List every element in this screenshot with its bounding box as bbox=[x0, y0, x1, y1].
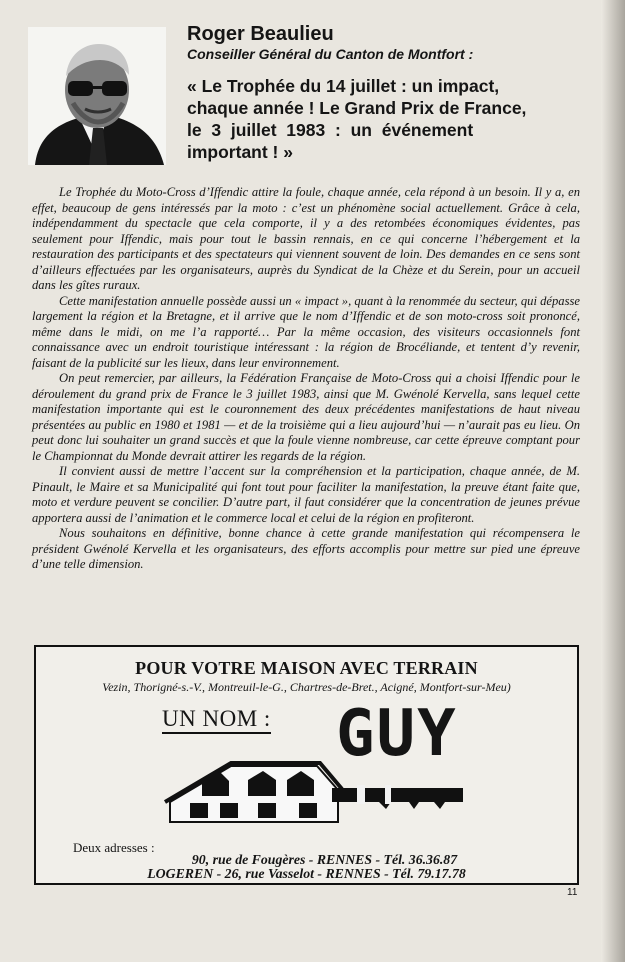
address-line: LOGEREN - 26, rue Vasselot - RENNES - Tél. 79.17.78 bbox=[147, 866, 466, 881]
article-paragraph: On peut remercier, par ailleurs, la Fédération Française de Moto-Cross qui a choisi Iffendic pour le déroulement du grand prix de France le 3 juillet 1983, ainsi que M. Gwénolé Kervella, sans lequel cette manifestation importante qui est le couronnement des deux précédentes manifestations de haut niveau présentées au public en 1980 et 1981 — et de la troisième qui a lieu aujourd’hui — n’aurait pas eu lieu. On peut donc lui souhaiter un grand succès et que la foule vienne nombreuse, car cette épreuve comptant pour le Championnat du Monde devrait attirer les regards de la région. bbox=[32, 371, 580, 463]
headline-quote bbox=[187, 75, 573, 163]
advertisement-title: POUR VOTRE MAISON AVEC TERRAIN bbox=[135, 658, 478, 678]
article-paragraph: Nous souhaitons en définitive, bonne chance à cette grande manifestation qui récompensera le président Gwénolé Kervella et les organisateurs, des efforts accomplis pour mettre sur pied une épreuve d’une telle dimension. bbox=[32, 526, 580, 571]
brand-name: GUY bbox=[336, 697, 458, 771]
quote-line: important ! » bbox=[187, 142, 293, 162]
advertisement-box bbox=[34, 645, 579, 885]
address-line: 90, rue de Fougères - RENNES - Tél. 36.36.87 bbox=[191, 852, 458, 867]
article-paragraph: Il convient aussi de mettre l’accent sur la compréhension et la participation, chaque année, de M. Pinault, le Maire et sa Municipalité qui font tout pour faciliter la manifestation, la preuve étant faite que, moto et verdure peuvent se concilier. D’autre part, il faut considérer que la concentration de jeunes prévue apportera aussi de l’animation et le commerce local et celui de la région en profiteront. bbox=[32, 464, 580, 525]
brand-label: UN NOM : bbox=[162, 707, 271, 734]
advertisement-towns: Vezin, Thorigné-s.-V., Montreuil-le-G., Chartres-de-Bret., Acigné, Montfort-sur-Meu) bbox=[102, 680, 511, 694]
quote-line: chaque année ! Le Grand Prix de France, bbox=[187, 98, 527, 118]
author-role: Conseiller Général du Canton de Montfort : bbox=[187, 46, 474, 62]
house-key-icon bbox=[157, 748, 467, 832]
page-number: 11 bbox=[567, 887, 578, 898]
article-paragraph: Cette manifestation annuelle possède aussi un « impact », quant à la renommée du secteur, qui dépasse largement la région et la Bretagne, et il arrive que le nom d’Iffendic et de son moto-cross soit prononcé, même dans le midi, on me l’a rapporté… Par la même occasion, des visiteurs occasionnels font connaissance avec un endroit touristique intéressant : la région de Brocéliande, et tentent d’y revenir, faisant de la publicité sur les lieux, dans leur environnement. bbox=[32, 293, 580, 370]
quote-line: le 3 juillet 1983 : un événement bbox=[187, 120, 474, 140]
portrait-photo bbox=[28, 27, 166, 165]
article-paragraph: Le Trophée du Moto-Cross d’Iffendic attire la foule, chaque année, cela répond à un besoin. Il y a, en effet, beaucoup de gens intéressés par la moto : c’est un phénomène social actuellement. Grâce à cela, indépendamment du spectacle que cela comporte, il y a des retombées économiques évidentes, pas seulement pour Iffendic, mais pour tout le bassin rennais, en ce qui concerne l’hébergement et la restauration des participants et des spectateurs qui viennent souvent de loin. Des demandes en ce sens sont d’ailleurs effectuées par les organisateurs, auprès du Syndicat de la Chèze et du Serein, pour un accueil dans les gîtes ruraux. bbox=[32, 185, 580, 292]
article-body bbox=[32, 185, 580, 573]
page-edge-shadow bbox=[601, 0, 625, 962]
author-name: Roger Beaulieu bbox=[187, 23, 334, 45]
portrait-photo-art bbox=[28, 27, 166, 165]
addresses-label: Deux adresses : bbox=[73, 840, 155, 855]
quote-line: « Le Trophée du 14 juillet : un impact, bbox=[187, 76, 500, 96]
